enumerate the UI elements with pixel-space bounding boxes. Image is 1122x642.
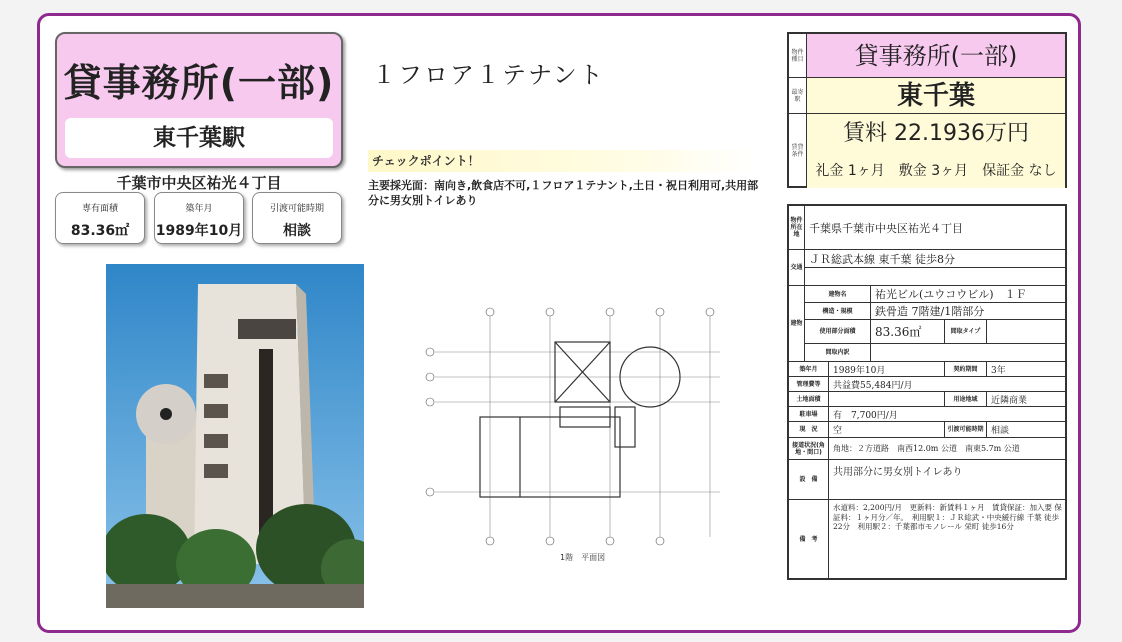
land-label: 土地面積 — [789, 392, 829, 407]
facility-value: 共用部分に男女別トイレあり — [829, 460, 1065, 500]
layout-type-value — [987, 320, 1065, 344]
area-value: 83.36㎡ — [871, 320, 945, 344]
building-photo — [106, 264, 364, 608]
summary-card — [787, 32, 1067, 188]
status-label: 現 況 — [789, 422, 829, 438]
stat-built — [154, 192, 244, 244]
card-station-label: 最寄駅 — [789, 78, 807, 114]
status-value: 空 — [829, 422, 945, 438]
details-table — [787, 204, 1067, 580]
layout-detail-label: 間取内訳 — [805, 344, 871, 362]
transport-empty — [805, 268, 1065, 286]
notes-value: 水道料：2,200円/月 更新料：新賃料１ヶ月 賃貸保証：加入要 保証料：１ヶ月分／年。 利用駅１：ＪＲ総武・中央緩行線 千葉 徒歩22分 利用駅２：千葉都市モノレール 栄町 徒歩16分 — [833, 503, 1062, 531]
road-value: 角地：２方道路 南西12.0m 公道 南東5.7m 公道 — [829, 438, 1065, 460]
handover-value: 相談 — [987, 422, 1065, 438]
card-terms: 礼金 1ヶ月 敷金 3ヶ月 保証金 なし — [807, 154, 1065, 188]
parking-value: 有 7,700円/月 — [829, 407, 1065, 422]
stat-built-label: 築年月 — [185, 204, 213, 214]
stat-handover-value: 相談 — [283, 223, 311, 239]
card-type: 貸事務所(一部) — [807, 34, 1065, 78]
notes-label: 備 考 — [789, 500, 829, 578]
bldg-name-label: 建物名 — [805, 286, 871, 303]
mgmt-label: 管理費等 — [789, 377, 829, 392]
card-type-label: 物件種目 — [789, 34, 807, 78]
parking-label: 駐車場 — [789, 407, 829, 422]
headline: １フロア１テナント — [372, 61, 605, 89]
stat-area-label: 専有面積 — [81, 204, 118, 214]
transport-label: 交通 — [789, 250, 805, 286]
stat-area — [55, 192, 145, 244]
bldg-name-value: 祐光ビル(ユウコウビル) １Ｆ — [871, 286, 1065, 303]
floor-plan — [420, 302, 730, 564]
land-value — [829, 392, 945, 407]
location-label: 物件所在地 — [789, 206, 805, 250]
card-rent: 賃料 22.1936万円 — [807, 114, 1065, 154]
facility-label: 設 備 — [789, 460, 829, 500]
layout-type-label: 間取タイプ — [945, 320, 987, 344]
location-value: 千葉県千葉市中央区祐光４丁目 — [805, 206, 1065, 250]
title-box — [55, 32, 343, 168]
station-title: 東千葉駅 — [65, 118, 333, 158]
structure-label: 構造・規模 — [805, 303, 871, 320]
zone-value: 近隣商業 — [987, 392, 1065, 407]
contract-value: 3年 — [987, 362, 1065, 377]
card-cond-label: 賃貸条件 — [789, 114, 807, 188]
layout-detail-value — [871, 344, 1065, 362]
property-type-title: 貸事務所(一部) — [63, 61, 335, 105]
stat-built-value: 1989年10月 — [155, 223, 243, 239]
stat-handover — [252, 192, 342, 244]
handover-label: 引渡可能時期 — [945, 422, 987, 438]
address-short: 千葉市中央区祐光４丁目 — [116, 174, 282, 192]
built-value: 1989年10月 — [829, 362, 945, 377]
checkpoint-text: 主要採光面：南向き,飲食店不可,１フロア１テナント,土日・祝日利用可,共用部分に男女別トイレあり — [368, 179, 759, 207]
road-label: 接道状況(角地・間口) — [789, 438, 829, 460]
zone-label: 用途地域 — [945, 392, 987, 407]
mgmt-value: 共益費55,484円/月 — [829, 377, 1065, 392]
stat-handover-label: 引渡可能時期 — [269, 204, 324, 214]
stat-area-value: 83.36㎡ — [70, 223, 130, 239]
transport-value: ＪＲ総武本線 東千葉 徒歩8分 — [805, 250, 1065, 268]
building-label: 建物 — [789, 286, 805, 362]
built-label: 築年月 — [789, 362, 829, 377]
floor-plan-caption: 1階 平面図 — [560, 553, 606, 562]
contract-label: 契約期間 — [945, 362, 987, 377]
card-station: 東千葉 — [807, 78, 1065, 114]
area-label: 使用部分面積 — [805, 320, 871, 344]
structure-value: 鉄骨造 7階建/1階部分 — [871, 303, 1065, 320]
checkpoint-heading: チェックポイント！ — [368, 150, 760, 172]
